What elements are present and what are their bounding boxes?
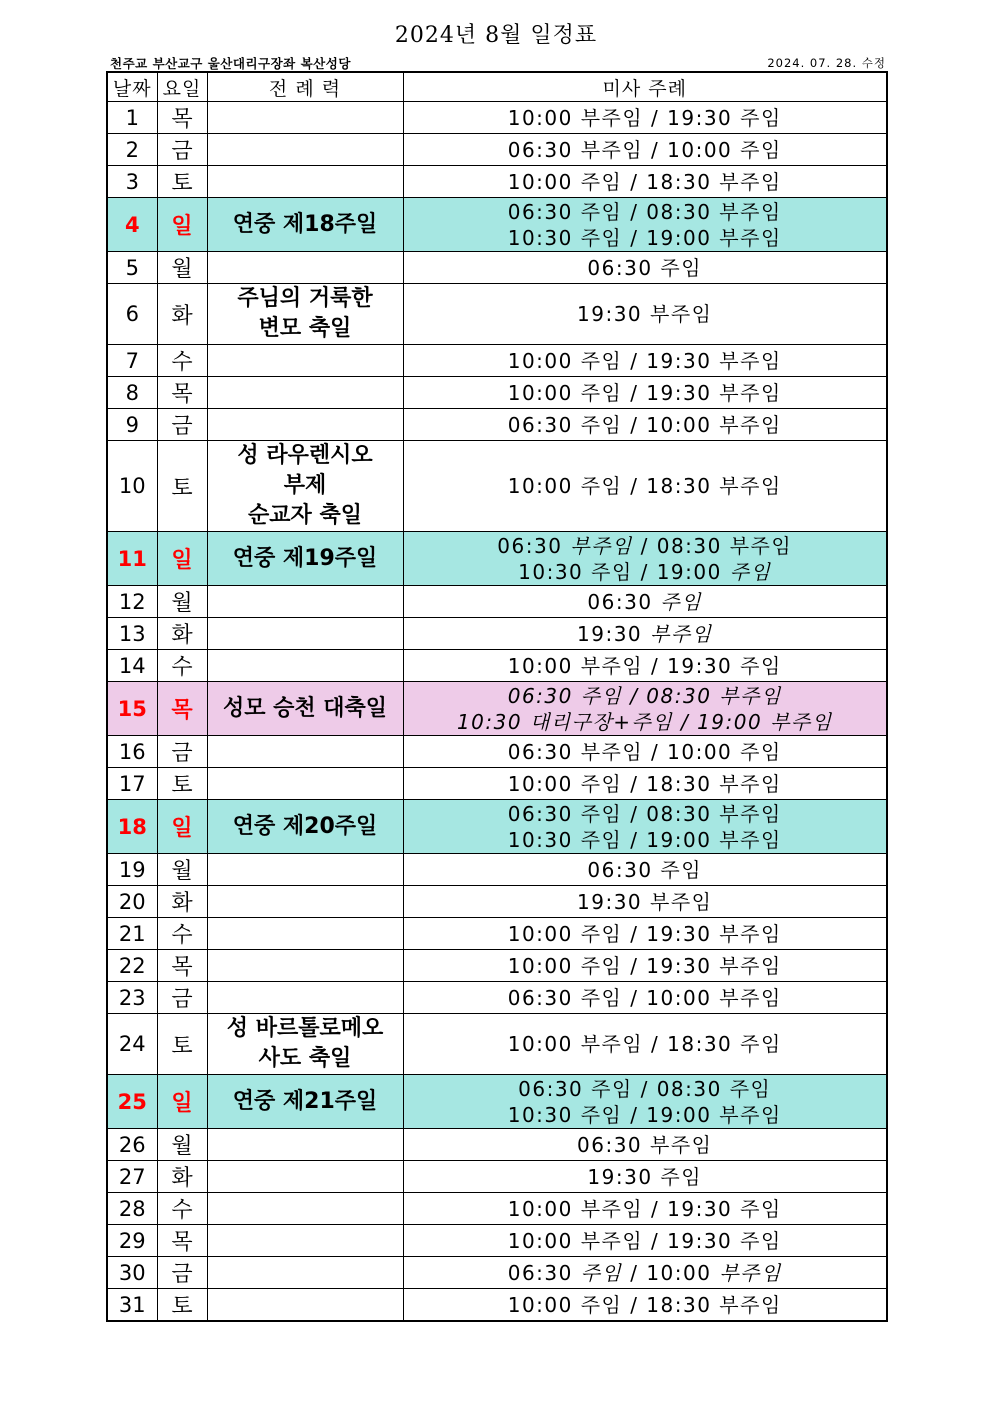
header-mass: 미사 주례 bbox=[403, 72, 887, 102]
day-cell: 5 bbox=[107, 252, 157, 284]
weekday-cell: 수 bbox=[157, 345, 207, 377]
mass-line: 06:30 주임 / 10:00 부주임 bbox=[507, 985, 782, 1010]
day-cell: 31 bbox=[107, 1289, 157, 1322]
liturgy-cell: 성 라우렌시오 부제 순교자 축일 bbox=[207, 441, 403, 532]
liturgy-cell bbox=[207, 886, 403, 918]
mass-cell bbox=[403, 409, 887, 441]
table-row bbox=[107, 134, 887, 166]
weekday-cell: 금 bbox=[157, 409, 207, 441]
weekday-cell: 일 bbox=[157, 198, 207, 252]
table-row bbox=[107, 1014, 887, 1075]
mass-cell bbox=[403, 284, 887, 345]
table-row bbox=[107, 345, 887, 377]
weekday-cell: 수 bbox=[157, 650, 207, 682]
table-row bbox=[107, 682, 887, 736]
table-row bbox=[107, 252, 887, 284]
liturgy-cell bbox=[207, 650, 403, 682]
weekday-cell: 토 bbox=[157, 441, 207, 532]
day-cell: 12 bbox=[107, 586, 157, 618]
mass-cell bbox=[403, 1257, 887, 1289]
mass-cell bbox=[403, 618, 887, 650]
weekday-cell: 토 bbox=[157, 166, 207, 198]
table-row bbox=[107, 982, 887, 1014]
mass-line: 19:30 주임 bbox=[587, 1164, 703, 1189]
liturgy-cell bbox=[207, 1161, 403, 1193]
mass-line: 10:00 주임 / 18:30 부주임 bbox=[507, 771, 782, 796]
day-cell: 8 bbox=[107, 377, 157, 409]
mass-cell bbox=[403, 800, 887, 854]
day-cell: 9 bbox=[107, 409, 157, 441]
mass-cell bbox=[403, 441, 887, 532]
day-cell: 4 bbox=[107, 198, 157, 252]
liturgy-cell bbox=[207, 1225, 403, 1257]
day-cell: 29 bbox=[107, 1225, 157, 1257]
day-cell: 27 bbox=[107, 1161, 157, 1193]
mass-cell bbox=[403, 1161, 887, 1193]
table-row bbox=[107, 736, 887, 768]
liturgy-cell: 연중 제19주일 bbox=[207, 532, 403, 586]
weekday-cell: 금 bbox=[157, 982, 207, 1014]
mass-cell bbox=[403, 1129, 887, 1161]
day-cell: 16 bbox=[107, 736, 157, 768]
weekday-cell: 월 bbox=[157, 1129, 207, 1161]
weekday-cell: 화 bbox=[157, 1161, 207, 1193]
day-cell: 22 bbox=[107, 950, 157, 982]
revision-date: 2024. 07. 28. 수정 bbox=[767, 56, 886, 70]
mass-line: 10:00 주임 / 19:30 부주임 bbox=[507, 348, 782, 373]
weekday-cell: 일 bbox=[157, 1075, 207, 1129]
header-weekday: 요일 bbox=[157, 72, 207, 102]
mass-line: 06:30 주임 / 08:30 부주임 bbox=[507, 801, 782, 826]
mass-line: 10:00 부주임 / 19:30 주임 bbox=[507, 105, 782, 130]
mass-line: 06:30 주임 / 10:00 부주임 bbox=[507, 412, 782, 437]
liturgy-cell bbox=[207, 1129, 403, 1161]
weekday-cell: 화 bbox=[157, 886, 207, 918]
liturgy-cell bbox=[207, 377, 403, 409]
mass-line: 06:30 주임 bbox=[587, 857, 703, 882]
day-cell: 11 bbox=[107, 532, 157, 586]
liturgy-cell bbox=[207, 1257, 403, 1289]
weekday-cell: 목 bbox=[157, 102, 207, 134]
mass-line: 10:00 주임 / 19:30 부주임 bbox=[507, 380, 782, 405]
day-cell: 23 bbox=[107, 982, 157, 1014]
weekday-cell: 토 bbox=[157, 1289, 207, 1322]
mass-line: 10:30 주임 / 19:00 주임 bbox=[518, 559, 772, 584]
table-row bbox=[107, 532, 887, 586]
day-cell: 18 bbox=[107, 800, 157, 854]
mass-line: 06:30 부주임 / 10:00 주임 bbox=[507, 137, 782, 162]
mass-line: 06:30 주임 bbox=[587, 589, 703, 614]
mass-line: 10:00 주임 / 18:30 부주임 bbox=[507, 169, 782, 194]
liturgy-cell bbox=[207, 134, 403, 166]
liturgy-cell bbox=[207, 586, 403, 618]
weekday-cell: 화 bbox=[157, 618, 207, 650]
mass-cell bbox=[403, 982, 887, 1014]
day-cell: 7 bbox=[107, 345, 157, 377]
mass-line: 10:00 주임 / 18:30 부주임 bbox=[507, 474, 782, 498]
table-row bbox=[107, 918, 887, 950]
mass-line: 06:30 주임 / 08:30 부주임 bbox=[507, 199, 782, 224]
weekday-cell: 목 bbox=[157, 950, 207, 982]
liturgy-cell bbox=[207, 618, 403, 650]
liturgy-cell bbox=[207, 736, 403, 768]
table-row bbox=[107, 284, 887, 345]
mass-cell bbox=[403, 682, 887, 736]
mass-line: 10:30 주임 / 19:00 부주임 bbox=[507, 1102, 782, 1127]
day-cell: 24 bbox=[107, 1014, 157, 1075]
table-row bbox=[107, 1161, 887, 1193]
mass-cell bbox=[403, 345, 887, 377]
mass-cell bbox=[403, 1075, 887, 1129]
liturgy-cell: 성모 승천 대축일 bbox=[207, 682, 403, 736]
liturgy-cell bbox=[207, 950, 403, 982]
mass-cell bbox=[403, 1289, 887, 1322]
mass-cell bbox=[403, 854, 887, 886]
table-row bbox=[107, 102, 887, 134]
mass-cell bbox=[403, 1014, 887, 1075]
mass-line: 19:30 부주임 bbox=[577, 621, 713, 646]
day-cell: 13 bbox=[107, 618, 157, 650]
day-cell: 1 bbox=[107, 102, 157, 134]
weekday-cell: 일 bbox=[157, 532, 207, 586]
liturgy-cell bbox=[207, 102, 403, 134]
table-row bbox=[107, 800, 887, 854]
schedule-table bbox=[106, 71, 888, 1322]
liturgy-cell bbox=[207, 918, 403, 950]
weekday-cell: 토 bbox=[157, 1014, 207, 1075]
table-row bbox=[107, 198, 887, 252]
table-row bbox=[107, 950, 887, 982]
mass-line: 06:30 주임 bbox=[587, 255, 703, 280]
table-row bbox=[107, 1075, 887, 1129]
liturgy-cell: 연중 제21주일 bbox=[207, 1075, 403, 1129]
day-cell: 10 bbox=[107, 441, 157, 532]
header-date: 날짜 bbox=[107, 72, 157, 102]
mass-line: 19:30 부주임 bbox=[577, 889, 713, 914]
weekday-cell: 월 bbox=[157, 854, 207, 886]
day-cell: 2 bbox=[107, 134, 157, 166]
table-row bbox=[107, 1193, 887, 1225]
mass-line: 06:30 주임 / 08:30 부주임 bbox=[507, 683, 782, 708]
mass-cell bbox=[403, 166, 887, 198]
mass-line: 10:00 주임 / 19:30 부주임 bbox=[507, 953, 782, 978]
weekday-cell: 월 bbox=[157, 586, 207, 618]
liturgy-cell bbox=[207, 768, 403, 800]
mass-line: 10:00 부주임 / 19:30 주임 bbox=[507, 1196, 782, 1221]
page-title: 2024년 8월 일정표 bbox=[394, 23, 598, 48]
weekday-cell: 목 bbox=[157, 1225, 207, 1257]
liturgy-cell bbox=[207, 345, 403, 377]
mass-line: 06:30 주임 / 10:00 부주임 bbox=[507, 1260, 782, 1285]
mass-cell bbox=[403, 586, 887, 618]
mass-cell bbox=[403, 102, 887, 134]
mass-line: 10:00 부주임 / 18:30 주임 bbox=[507, 1032, 782, 1056]
mass-line: 10:00 주임 / 18:30 부주임 bbox=[507, 1292, 782, 1317]
header-liturgy: 전 례 력 bbox=[207, 72, 403, 102]
table-row bbox=[107, 618, 887, 650]
mass-line: 10:30 주임 / 19:00 부주임 bbox=[507, 225, 782, 250]
weekday-cell: 금 bbox=[157, 736, 207, 768]
liturgy-cell bbox=[207, 166, 403, 198]
table-row bbox=[107, 1257, 887, 1289]
day-cell: 20 bbox=[107, 886, 157, 918]
mass-line: 10:30 대리구장+주임 / 19:00 부주임 bbox=[456, 709, 833, 734]
day-cell: 26 bbox=[107, 1129, 157, 1161]
mass-line: 06:30 주임 / 08:30 주임 bbox=[518, 1076, 772, 1101]
table-row bbox=[107, 854, 887, 886]
weekday-cell: 월 bbox=[157, 252, 207, 284]
weekday-cell: 금 bbox=[157, 134, 207, 166]
mass-cell bbox=[403, 532, 887, 586]
weekday-cell: 금 bbox=[157, 1257, 207, 1289]
mass-line: 10:30 주임 / 19:00 부주임 bbox=[507, 827, 782, 852]
day-cell: 30 bbox=[107, 1257, 157, 1289]
parish-name: 천주교 부산교구 울산대리구장좌 복산성당 bbox=[110, 56, 351, 71]
weekday-cell: 목 bbox=[157, 682, 207, 736]
weekday-cell: 화 bbox=[157, 284, 207, 345]
liturgy-cell: 성 바르톨로메오 사도 축일 bbox=[207, 1014, 403, 1075]
liturgy-cell bbox=[207, 409, 403, 441]
day-cell: 6 bbox=[107, 284, 157, 345]
mass-cell bbox=[403, 650, 887, 682]
mass-cell bbox=[403, 768, 887, 800]
liturgy-cell: 주님의 거룩한 변모 축일 bbox=[207, 284, 403, 345]
mass-line: 06:30 부주임 bbox=[577, 1132, 713, 1157]
mass-line: 06:30 부주임 / 08:30 부주임 bbox=[497, 533, 793, 558]
liturgy-cell: 연중 제20주일 bbox=[207, 800, 403, 854]
liturgy-cell bbox=[207, 1289, 403, 1322]
mass-cell bbox=[403, 252, 887, 284]
liturgy-cell bbox=[207, 982, 403, 1014]
liturgy-cell bbox=[207, 854, 403, 886]
table-row bbox=[107, 1289, 887, 1322]
mass-cell bbox=[403, 198, 887, 252]
mass-cell bbox=[403, 886, 887, 918]
table-row bbox=[107, 377, 887, 409]
table-row bbox=[107, 166, 887, 198]
table-row bbox=[107, 409, 887, 441]
mass-line: 19:30 부주임 bbox=[577, 302, 713, 326]
day-cell: 14 bbox=[107, 650, 157, 682]
table-row bbox=[107, 1129, 887, 1161]
day-cell: 25 bbox=[107, 1075, 157, 1129]
weekday-cell: 일 bbox=[157, 800, 207, 854]
weekday-cell: 수 bbox=[157, 918, 207, 950]
table-row bbox=[107, 886, 887, 918]
weekday-cell: 토 bbox=[157, 768, 207, 800]
mass-line: 10:00 주임 / 19:30 부주임 bbox=[507, 921, 782, 946]
mass-cell bbox=[403, 736, 887, 768]
liturgy-cell bbox=[207, 1193, 403, 1225]
liturgy-cell: 연중 제18주일 bbox=[207, 198, 403, 252]
mass-line: 10:00 부주임 / 19:30 주임 bbox=[507, 1228, 782, 1253]
mass-cell bbox=[403, 918, 887, 950]
day-cell: 19 bbox=[107, 854, 157, 886]
mass-cell bbox=[403, 1193, 887, 1225]
mass-cell bbox=[403, 377, 887, 409]
table-row bbox=[107, 441, 887, 532]
table-row bbox=[107, 586, 887, 618]
mass-line: 10:00 부주임 / 19:30 주임 bbox=[507, 653, 782, 678]
mass-cell bbox=[403, 950, 887, 982]
mass-cell bbox=[403, 134, 887, 166]
header-row bbox=[107, 72, 887, 102]
day-cell: 28 bbox=[107, 1193, 157, 1225]
day-cell: 21 bbox=[107, 918, 157, 950]
table-row bbox=[107, 1225, 887, 1257]
table-row bbox=[107, 768, 887, 800]
liturgy-cell bbox=[207, 252, 403, 284]
weekday-cell: 목 bbox=[157, 377, 207, 409]
mass-cell bbox=[403, 1225, 887, 1257]
table-row bbox=[107, 650, 887, 682]
mass-line: 06:30 부주임 / 10:00 주임 bbox=[507, 739, 782, 764]
day-cell: 15 bbox=[107, 682, 157, 736]
weekday-cell: 수 bbox=[157, 1193, 207, 1225]
day-cell: 3 bbox=[107, 166, 157, 198]
day-cell: 17 bbox=[107, 768, 157, 800]
